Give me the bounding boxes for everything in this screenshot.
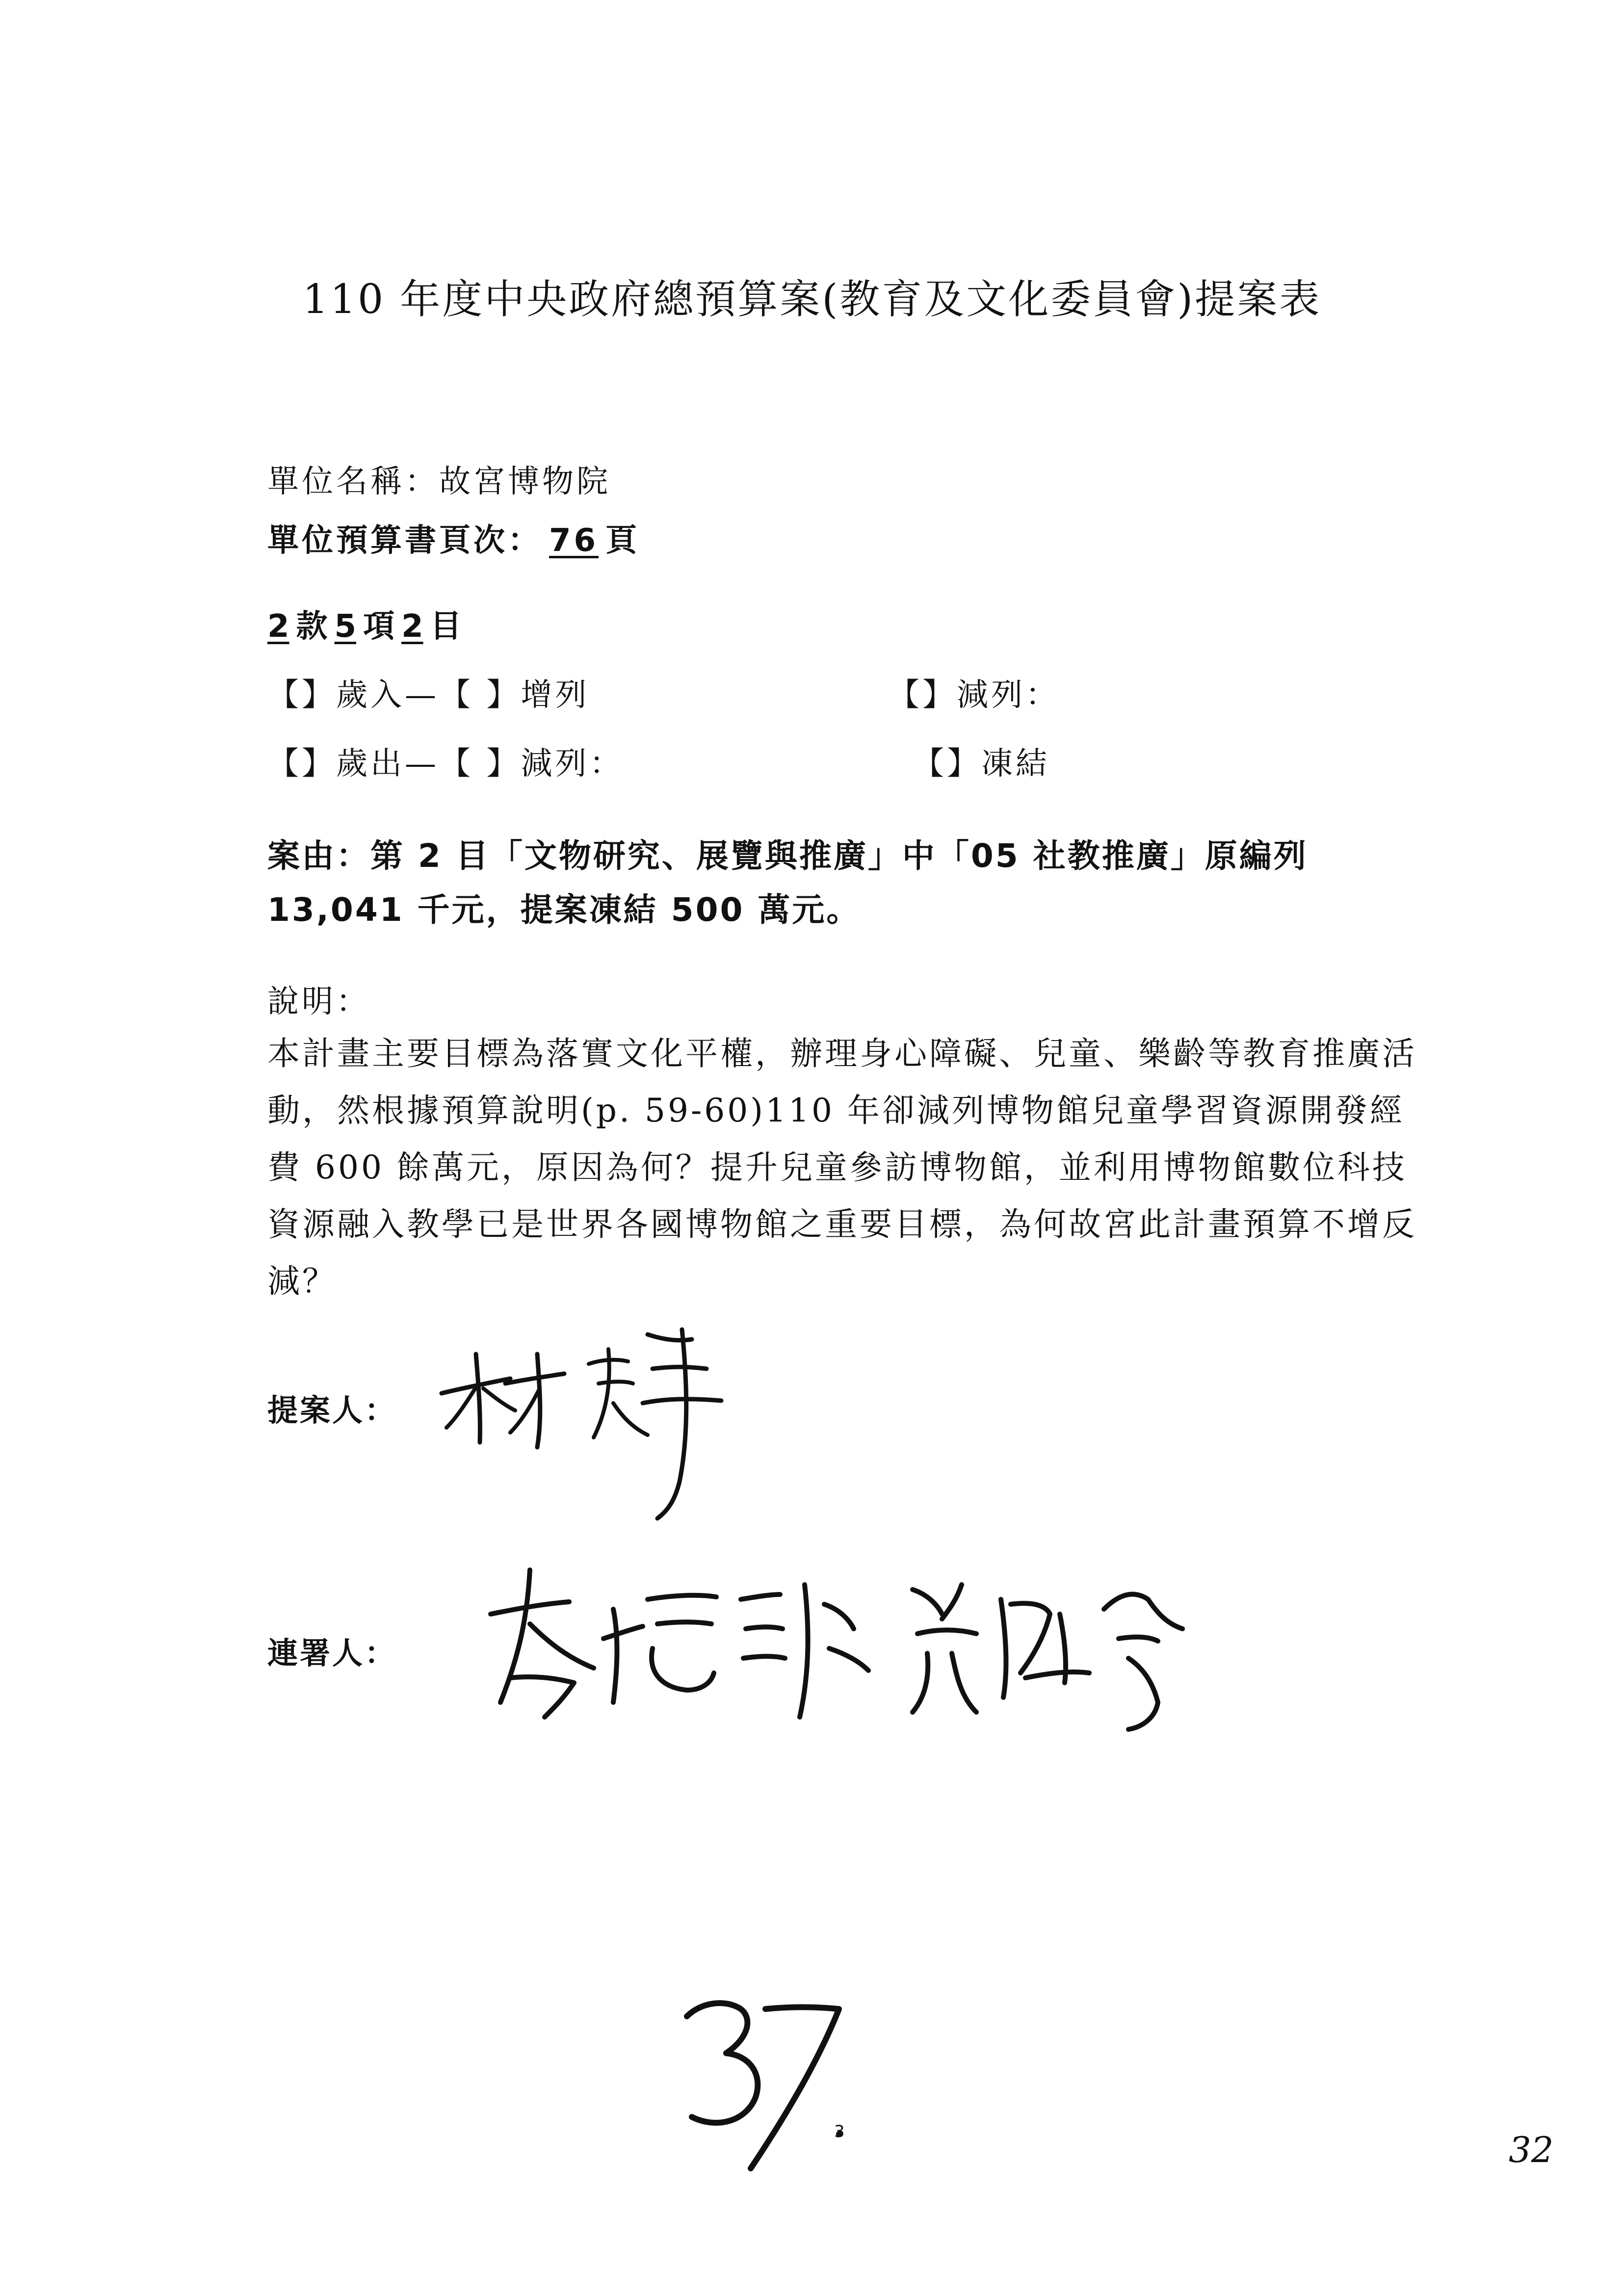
proposer-signature <box>432 1320 746 1526</box>
case-reason: 案由：第 2 目「文物研究、展覽與推廣」中「05 社教推廣」原編列 13,041 千元，提案凍結 500 萬元。 <box>267 837 1308 929</box>
xiang-label: 項 <box>363 608 395 645</box>
budget-page-line <box>267 515 640 560</box>
kuan-label: 款 <box>296 608 328 645</box>
cosigner-signatures <box>471 1555 1207 1742</box>
budget-page-label: 單位預算書頁次： <box>267 522 542 559</box>
handwritten-page-number <box>677 1987 864 2183</box>
option-expenditure: 【】歲出—【 】減列： <box>267 746 624 782</box>
sheet-number <box>1509 2129 1554 2170</box>
unit-name: 單位名稱：故宮博物院 <box>267 464 611 500</box>
proposer-label: 提案人： <box>267 1392 397 1428</box>
option-freeze: 【】凍結 <box>913 746 1050 782</box>
sheet-number-text: 32 <box>1509 2129 1554 2170</box>
mu-label: 目 <box>430 608 462 645</box>
page-marker: 3 <box>834 2122 845 2141</box>
kuan-number: 2 <box>267 608 289 645</box>
explanation-label: 說明： <box>267 984 370 1020</box>
xiang-number: 5 <box>334 608 357 645</box>
mu-number: 2 <box>401 608 423 645</box>
option-reduce: 【】減列： <box>888 677 1060 713</box>
option-revenue: 【】歲入—【 】增列 <box>267 677 590 713</box>
explanation-text: 本計畫主要目標為落實文化平權，辦理身心障礙、兒童、樂齡等教育推廣活動，然根據預算說明(p. 59-60)110 年卻減列博物館兒童學習資源開發經費 600 餘萬元，原因為何？提升兒童參訪博物館，並利用博物館數位科技資源融入教學已是世界各國博物館之重要目標，為何故宮此計畫預算不增反減？ <box>267 1035 1417 1300</box>
section-code <box>267 601 462 646</box>
document-title: 110 年度中央政府總預算案(教育及文化委員會)提案表 <box>302 276 1322 323</box>
budget-page-number: 76 <box>549 522 599 559</box>
budget-page-suffix: 頁 <box>605 522 640 559</box>
cosigner-label: 連署人： <box>267 1635 397 1671</box>
